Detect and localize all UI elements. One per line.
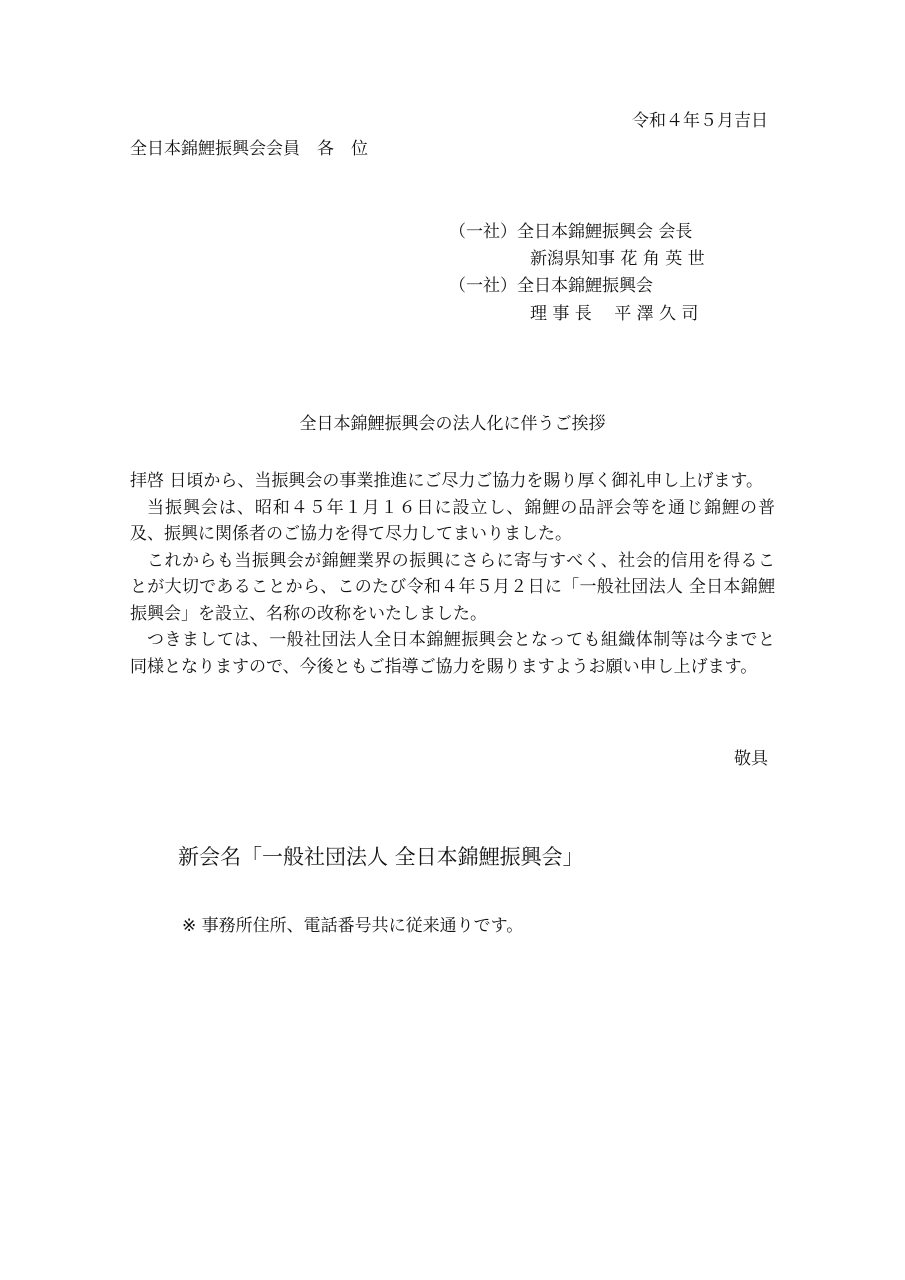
closing-word: 敬具 — [734, 749, 768, 769]
letter-body — [130, 468, 775, 680]
body-paragraph: これからも当振興会が錦鯉業界の振興にさらに寄与すべく、社会的信用を得ることが大切であることから、このたび令和４年５月２日に「一般社団法人 全日本錦鯉振興会」を設立、名称の改称をいたしました。 — [130, 550, 775, 624]
letter-date: 令和４年５月吉日 — [632, 111, 768, 131]
sender-1-org: （一社）全日本錦鯉振興会 会長 — [449, 222, 693, 242]
addressee: 全日本錦鯉振興会会員 各 位 — [130, 139, 368, 159]
body-paragraph: 当振興会は、昭和４５年１月１６日に設立し、錦鯉の品評会等を通じ錦鯉の普及、振興に関係者のご協力を得て尽力してまいりました。 — [130, 497, 775, 544]
sender-2-org: （一社）全日本錦鯉振興会 — [449, 276, 653, 296]
new-organization-name: 新会名「一般社団法人 全日本錦鯉振興会」 — [178, 845, 584, 869]
office-note: ※ 事務所住所、電話番号共に従来通りです。 — [182, 916, 524, 936]
sender-2-name: 理 事 長 平 澤 久 司 — [530, 304, 699, 324]
body-paragraph: 拝啓 日頃から、当振興会の事業推進にご尽力ご協力を賜り厚く御礼申し上げます。 — [130, 471, 764, 491]
sender-1-name: 新潟県知事 花 角 英 世 — [530, 249, 705, 269]
body-paragraph: つきましては、一般社団法人全日本錦鯉振興会となっても組織体制等は今までと同様となりますので、今後ともご指導ご協力を賜りますようお願い申し上げます。 — [130, 630, 775, 677]
letter-title: 全日本錦鯉振興会の法人化に伴うご挨拶 — [299, 414, 606, 434]
